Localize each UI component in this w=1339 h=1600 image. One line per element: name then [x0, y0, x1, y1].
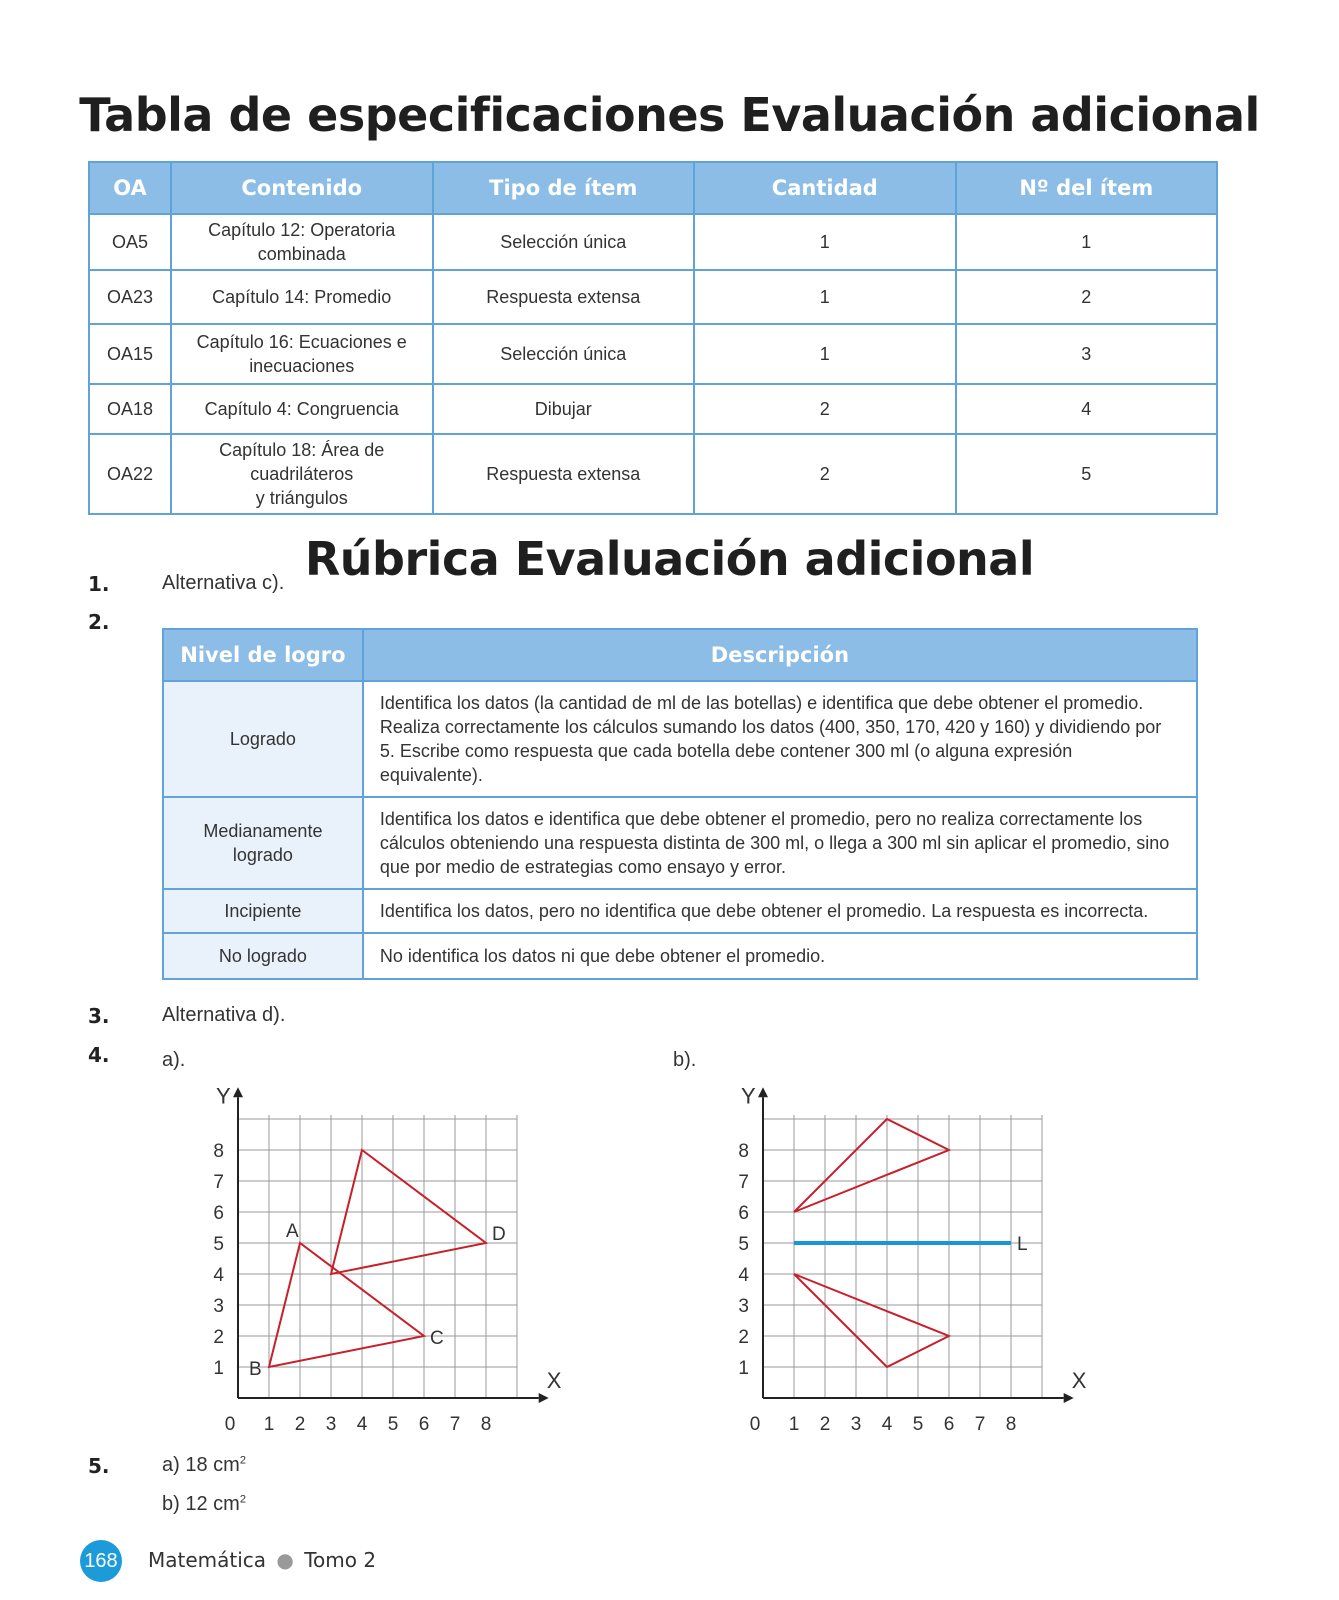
answer-1: Alternativa c).	[162, 572, 285, 594]
y-tick-label: 7	[738, 1172, 749, 1193]
oa-cell: OA5	[89, 214, 171, 270]
x-tick-label: 2	[819, 1414, 831, 1435]
rubric-title: Rúbrica Evaluación adicional	[304, 532, 1035, 586]
y-tick-label: 4	[738, 1265, 749, 1286]
spec-row	[89, 324, 1217, 384]
oa-cell: OA18	[89, 384, 171, 434]
spec-table-title: Tabla de especificaciones Evaluación adicional	[79, 88, 1260, 142]
y-tick-label: 1	[738, 1358, 749, 1379]
contenido-cell	[171, 324, 433, 384]
contenido-cell	[171, 214, 433, 270]
y-tick-label: 8	[738, 1141, 749, 1162]
tipo-cell: Selección única	[433, 324, 695, 384]
level-line: Logrado	[229, 729, 296, 749]
item-cell: 5	[956, 434, 1217, 514]
cantidad-cell: 2	[694, 434, 956, 514]
y-tick-label: 6	[213, 1203, 224, 1224]
vertex-label: D	[492, 1224, 506, 1245]
y-tick-label: 3	[213, 1296, 224, 1317]
x-tick-label: 7	[449, 1414, 461, 1435]
level-cell	[163, 681, 363, 797]
answer-4a-label: a).	[162, 1049, 186, 1071]
y-tick-label: 2	[213, 1327, 224, 1348]
x-tick-label: 4	[356, 1414, 368, 1435]
contenido-cell	[171, 384, 433, 434]
description-cell: No identifica los datos ni que debe obtener el promedio.	[363, 933, 1197, 979]
header-descripcion: Descripción	[363, 629, 1197, 681]
y-axis-label: Y	[216, 1083, 231, 1109]
tipo-cell: Dibujar	[433, 384, 695, 434]
line-label: L	[1017, 1234, 1028, 1255]
x-tick-label: 4	[881, 1414, 893, 1435]
rubric-row	[163, 681, 1197, 797]
coordinate-graph-b	[720, 1072, 1100, 1442]
contenido-line: Capítulo 18: Área de	[219, 440, 385, 460]
answer-number-1: 1.	[88, 572, 110, 596]
oa-cell: OA22	[89, 434, 171, 514]
rubric-row	[163, 889, 1197, 933]
answer-number-2: 2.	[88, 610, 110, 634]
y-tick-label: 8	[213, 1141, 224, 1162]
rubric-header-row	[163, 629, 1197, 681]
spec-row	[89, 434, 1217, 514]
triangle	[794, 1274, 949, 1367]
answer-5a: a) 18 $cm^2$	[162, 1454, 246, 1476]
answer-3: Alternativa d).	[162, 1004, 286, 1026]
cantidad-cell: 1	[694, 324, 956, 384]
description-cell: Identifica los datos (la cantidad de ml de las botellas) e identifica que debe obtener el promedio. Realiza correctamente los cálculos sumando los datos (400, 350, 170, 420 y 160) y dividiendo por 5. Escribe como respuesta que cada botella debe contener 300 ml (o alguna expresión equivalente).	[363, 681, 1197, 797]
y-tick-label: 5	[213, 1234, 224, 1255]
contenido-line: Capítulo 14: Promedio	[212, 287, 392, 307]
spec-row	[89, 270, 1217, 324]
tipo-cell: Respuesta extensa	[433, 434, 695, 514]
x-tick-label: 3	[325, 1414, 337, 1435]
header-tipo: Tipo de ítem	[433, 162, 695, 214]
page-number: 168	[80, 1540, 122, 1582]
item-cell: 1	[956, 214, 1217, 270]
vertex-label: A	[286, 1221, 299, 1242]
origin-label: 0	[749, 1414, 761, 1435]
header-nivel: Nivel de logro	[163, 629, 363, 681]
tipo-cell: Respuesta extensa	[433, 270, 695, 324]
y-tick-label: 3	[738, 1296, 749, 1317]
y-tick-label: 5	[738, 1234, 749, 1255]
item-cell: 2	[956, 270, 1217, 324]
x-tick-label: 1	[263, 1414, 275, 1435]
footer-text	[148, 1548, 376, 1572]
header-oa: OA	[89, 162, 171, 214]
level-line: Incipiente	[224, 901, 302, 921]
y-tick-label: 7	[213, 1172, 224, 1193]
contenido-line: inecuaciones	[249, 356, 355, 376]
answer-number-5: 5.	[88, 1454, 110, 1478]
answer-5b: b) 12 $cm^2$	[162, 1493, 246, 1515]
answer-number-4: 4.	[88, 1043, 110, 1067]
rubric-table	[162, 628, 1198, 980]
level-line: No logrado	[218, 946, 307, 966]
y-tick-label: 4	[213, 1265, 224, 1286]
x-tick-label: 8	[480, 1414, 492, 1435]
x-tick-label: 3	[850, 1414, 862, 1435]
origin-label: 0	[224, 1414, 236, 1435]
tipo-cell: Selección única	[433, 214, 695, 270]
contenido-line: Capítulo 4: Congruencia	[204, 399, 399, 419]
contenido-cell	[171, 270, 433, 324]
x-tick-label: 7	[974, 1414, 986, 1435]
vertex-label: B	[249, 1359, 262, 1380]
y-axis-arrow-icon	[758, 1087, 768, 1097]
contenido-line: combinada	[257, 244, 346, 264]
description-cell: Identifica los datos e identifica que debe obtener el promedio, pero no realiza correctamente los cálculos obteniendo una respuesta distinta de 300 ml, o llega a 300 ml sin aplicar el promedio, sino que por medio de estrategias como ensayo y error.	[363, 797, 1197, 889]
rubric-row	[163, 797, 1197, 889]
oa-cell: OA15	[89, 324, 171, 384]
x-axis-label: X	[1071, 1368, 1087, 1393]
y-tick-label: 6	[738, 1203, 749, 1224]
coordinate-graph-a	[195, 1072, 575, 1442]
cantidad-cell: 2	[694, 384, 956, 434]
level-cell	[163, 933, 363, 979]
item-cell: 3	[956, 324, 1217, 384]
contenido-line: cuadriláteros	[250, 464, 354, 484]
x-tick-label: 2	[294, 1414, 306, 1435]
level-cell	[163, 797, 363, 889]
triangle	[794, 1119, 949, 1212]
spec-row	[89, 214, 1217, 270]
footer-volume: Tomo 2	[304, 1548, 377, 1572]
y-tick-label: 2	[738, 1327, 749, 1348]
x-axis-label: X	[546, 1368, 562, 1393]
item-cell: 4	[956, 384, 1217, 434]
y-tick-label: 1	[213, 1358, 224, 1379]
level-line: Medianamente	[203, 821, 323, 841]
x-tick-label: 5	[387, 1414, 399, 1435]
spec-row	[89, 384, 1217, 434]
cantidad-cell: 1	[694, 270, 956, 324]
x-axis-arrow-icon	[539, 1393, 549, 1403]
spec-header-row	[89, 162, 1217, 214]
header-numero-item: Nº del ítem	[956, 162, 1217, 214]
oa-cell: OA23	[89, 270, 171, 324]
rubric-row	[163, 933, 1197, 979]
x-tick-label: 8	[1005, 1414, 1017, 1435]
header-contenido: Contenido	[171, 162, 433, 214]
contenido-cell	[171, 434, 433, 514]
cantidad-cell: 1	[694, 214, 956, 270]
contenido-line: Capítulo 12: Operatoria	[208, 220, 396, 240]
vertex-label: C	[430, 1328, 444, 1349]
footer-separator: ●	[276, 1548, 294, 1572]
y-axis-arrow-icon	[233, 1087, 243, 1097]
answer-4b-label: b).	[673, 1049, 697, 1071]
specifications-table	[88, 161, 1218, 515]
contenido-line: y triángulos	[255, 488, 348, 508]
y-axis-label: Y	[741, 1083, 756, 1109]
level-cell	[163, 889, 363, 933]
contenido-line: Capítulo 16: Ecuaciones e	[196, 332, 407, 352]
level-line: logrado	[232, 845, 293, 865]
x-tick-label: 6	[418, 1414, 430, 1435]
x-tick-label: 5	[912, 1414, 924, 1435]
x-tick-label: 1	[788, 1414, 800, 1435]
header-cantidad: Cantidad	[694, 162, 956, 214]
x-tick-label: 6	[943, 1414, 955, 1435]
description-cell: Identifica los datos, pero no identifica que debe obtener el promedio. La respuesta es incorrecta.	[363, 889, 1197, 933]
footer-subject: Matemática	[148, 1548, 267, 1572]
x-axis-arrow-icon	[1064, 1393, 1074, 1403]
answer-number-3: 3.	[88, 1004, 110, 1028]
